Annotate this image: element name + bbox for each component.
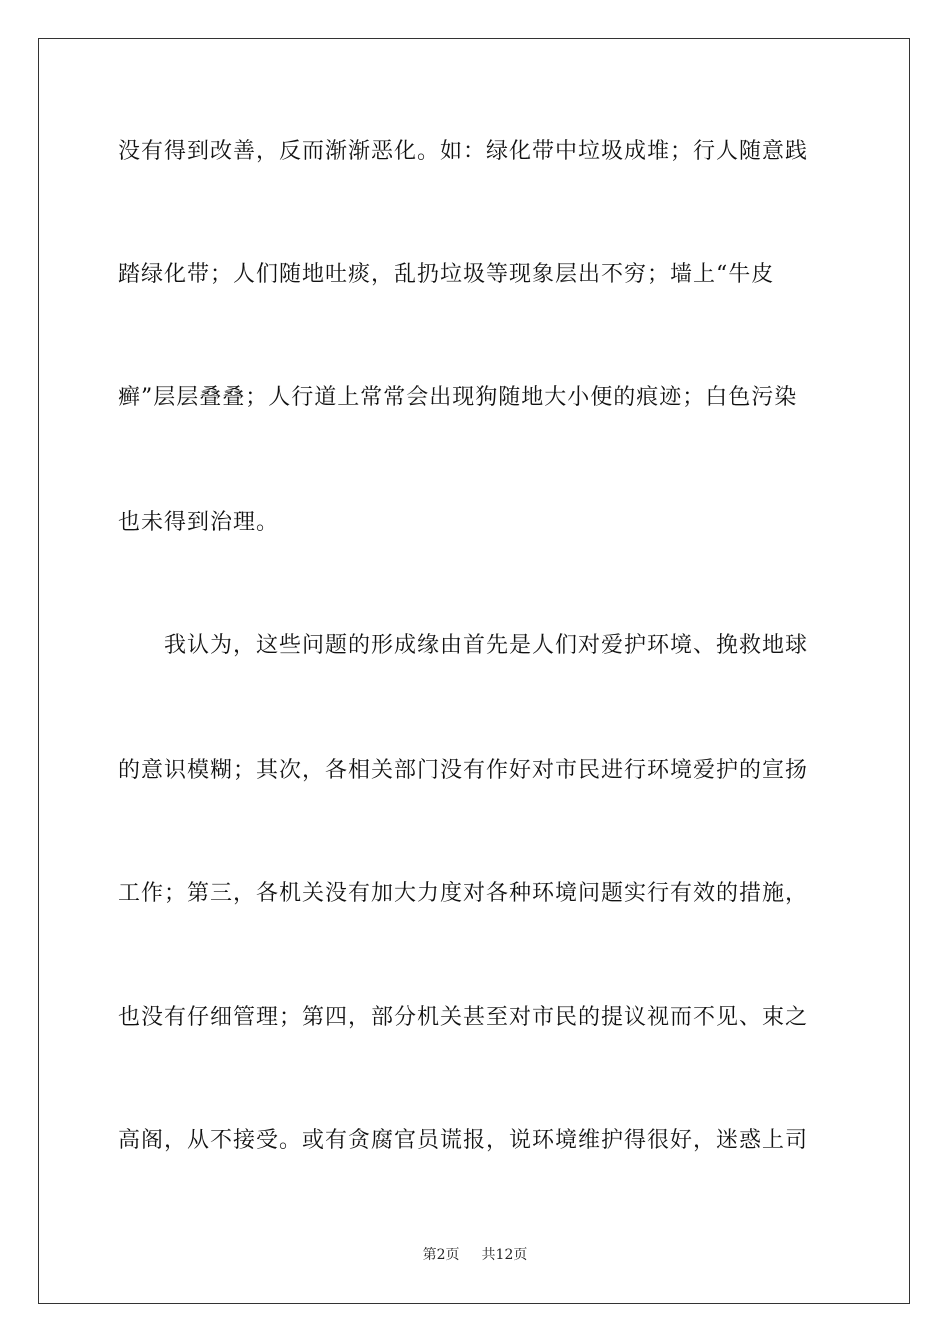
page-border: [38, 38, 910, 1304]
text-line: 也没有仔细管理；第四，部分机关甚至对市民的提议视而不见、束之: [118, 1005, 809, 1030]
paragraph-start-line: 我认为，这些问题的形成缘由首先是人们对爱护环境、挽救地球: [164, 633, 809, 658]
page-total: 共12页: [481, 1247, 528, 1263]
text-line: 工作；第三，各机关没有加大力度对各种环境问题实行有效的措施，: [118, 881, 809, 906]
text-line: 的意识模糊；其次，各相关部门没有作好对市民进行环境爱护的宣扬: [118, 758, 809, 783]
text-line: 也未得到治理。: [118, 510, 280, 535]
page-footer: [0, 1246, 950, 1264]
text-line: 高阁，从不接受。或有贪腐官员谎报，说环境维护得很好，迷惑上司: [118, 1128, 809, 1153]
text-line: 癣”层层叠叠；人行道上常常会出现狗随地大小便的痕迹；白色污染: [118, 385, 798, 410]
text-line: 踏绿化带；人们随地吐痰，乱扔垃圾等现象层出不穷；墙上“牛皮: [118, 262, 775, 287]
page-number: 第2页: [422, 1247, 460, 1263]
text-line: 没有得到改善，反而渐渐恶化。如：绿化带中垃圾成堆；行人随意践: [118, 139, 809, 164]
